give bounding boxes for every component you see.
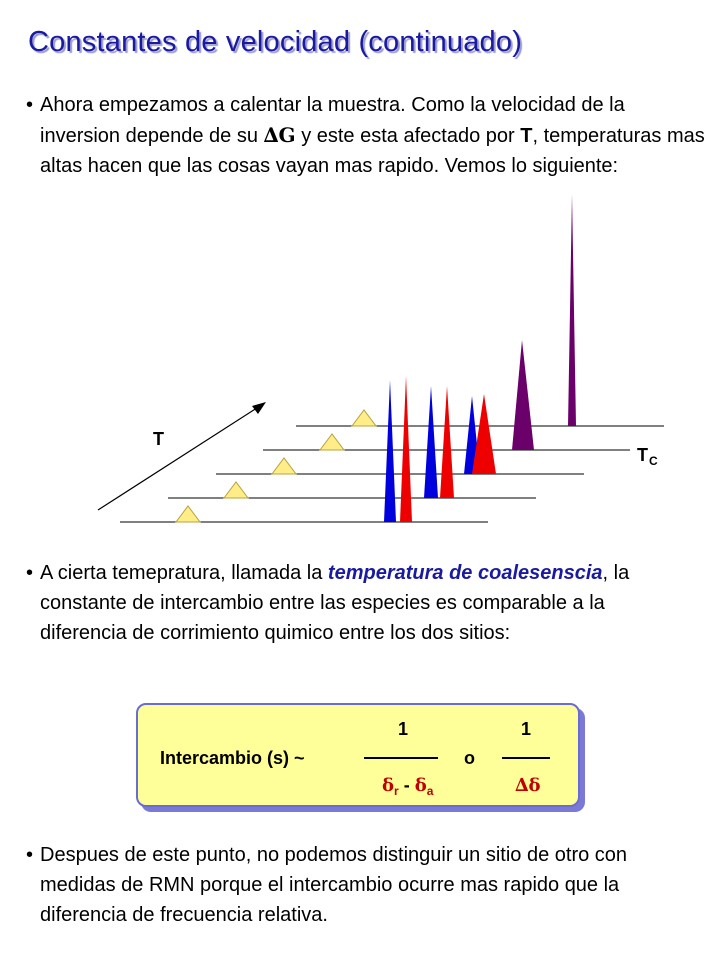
- fraction-bar-2: [502, 757, 550, 759]
- bullet3-text: Despues de este punto, no podemos distinguir un sitio de otro con medidas de RMN porque el intercambio ocurre mas rapido que la diferencia de frecuencia relativa.: [40, 844, 628, 926]
- yellow-peak-2: [224, 482, 248, 498]
- delta-g: ∆G: [263, 123, 296, 147]
- emph-temperatura: temperatura de: [327, 562, 473, 584]
- bullet1-text-a: Ahora empezamos a calentar la muestra. Como la velocidad de la inversion depende de su: [40, 94, 625, 147]
- page-title: Constantes de velocidad (continuado): [28, 26, 523, 58]
- bullet2-text-a: A cierta temepratura, llamada la: [40, 562, 328, 584]
- formula-num1: 1: [398, 719, 409, 739]
- red-peak-1: [400, 376, 412, 522]
- purple-peak-coalesced: [512, 340, 534, 450]
- bullet2-text-b: , la constante de intercambio entre las especies es comparable a la diferencia de corrimiento quimico entre los dos sitios:: [40, 562, 630, 644]
- blue-peak-2: [424, 386, 438, 498]
- spectra-diagram: [0, 180, 720, 540]
- red-peak-2: [440, 386, 454, 498]
- yellow-peak-5: [352, 410, 376, 426]
- yellow-peak-3: [272, 458, 296, 474]
- bullet-despues: [26, 840, 690, 930]
- bullet1-text-c: , temperaturas mas altas hacen que las cosas vayan mas rapido. Vemos lo siguiente:: [40, 125, 705, 177]
- tc-label: T: [637, 445, 648, 465]
- yellow-peak-4: [320, 434, 344, 450]
- bullet1-text-b: y este esta afectado por: [295, 125, 521, 147]
- formula-or: o: [464, 748, 475, 768]
- formula-lhs: Intercambio (s) ~: [160, 748, 305, 768]
- formula-box: [136, 703, 580, 807]
- formula-den2: ∆δ: [515, 775, 541, 796]
- tc-subscript: C: [649, 454, 658, 468]
- formula-den1: $\delta_r - \delta_a$: [382, 775, 434, 798]
- formula-num2: 1: [521, 719, 532, 739]
- blue-peak-1: [384, 380, 396, 522]
- yellow-peak-1: [176, 506, 200, 522]
- bullet-dot: •: [26, 94, 34, 116]
- emph-coalesenscia: coalesenscia: [477, 562, 603, 584]
- fraction-bar-1: [364, 757, 438, 759]
- t-label: T: [153, 429, 164, 449]
- arrow-head-icon: [252, 402, 266, 414]
- bullet-dot: •: [26, 562, 34, 584]
- purple-peak-sharp: [568, 194, 576, 426]
- bullet-calentar: [26, 90, 710, 181]
- bullet-coalescencia: [26, 558, 680, 648]
- temperature-t: T: [520, 125, 533, 147]
- bullet-dot: •: [26, 844, 34, 866]
